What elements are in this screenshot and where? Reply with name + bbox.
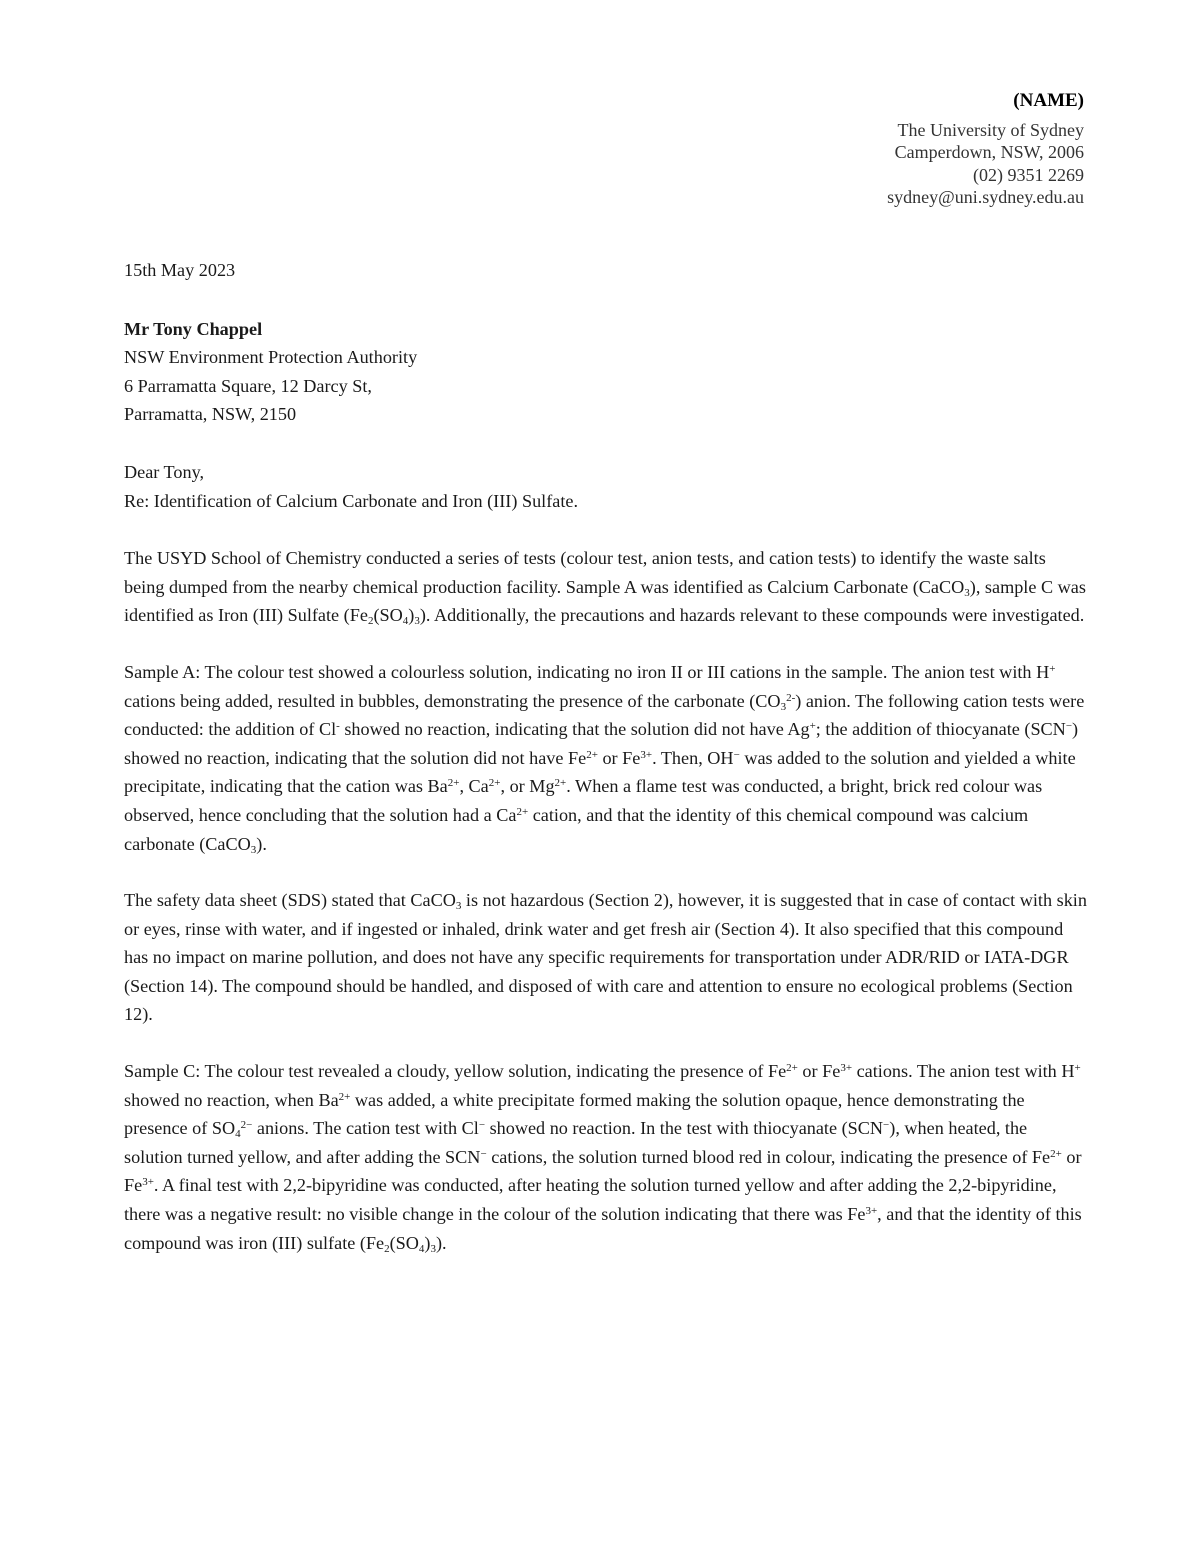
subscript: 2 [367, 615, 374, 628]
text-run: (SO [373, 605, 403, 626]
paragraph-intro [124, 544, 1089, 630]
text-run: ) [424, 1232, 431, 1253]
paragraph-sample-a [124, 658, 1089, 858]
superscript: − [1065, 720, 1073, 733]
superscript: 2- [786, 691, 796, 704]
superscript: 2− [240, 1119, 253, 1132]
superscript: − [883, 1119, 890, 1132]
superscript: 2+ [516, 805, 529, 818]
text-run: ). [435, 1232, 447, 1253]
text-run: . Then, OH [652, 747, 734, 768]
superscript: 2+ [488, 777, 501, 790]
text-run: ) anion. The following cation tests were conducted: the addition of Cl [124, 690, 1085, 740]
text-run: The safety data sheet (SDS) stated that CaCO [124, 890, 456, 911]
salutation: Dear Tony, [124, 461, 205, 482]
paragraph-safety [124, 886, 1089, 1029]
text-run: ). [256, 833, 267, 854]
text-run: showed no reaction. In the test with thiocyanate (SCN [485, 1118, 884, 1139]
text-run: was added, a white precipitate formed making the solution opaque, hence demonstrating the presence of SO [124, 1089, 1025, 1139]
superscript: + [1049, 662, 1056, 675]
superscript: 2+ [586, 748, 598, 761]
sender-institution: The University of Sydney [897, 119, 1084, 140]
superscript: 2+ [447, 777, 460, 790]
recipient-name: Mr Tony Chappel [124, 318, 263, 339]
subscript: 4 [402, 615, 409, 628]
text-run: was added to the solution and yielded a white precipitate, indicating that the cation was Ba [124, 747, 1076, 797]
text-run: , Ca [459, 776, 489, 797]
sender-name: (NAME) [1013, 90, 1084, 111]
text-run: or Fe [597, 747, 641, 768]
superscript: − [733, 748, 740, 761]
superscript: 2+ [786, 1062, 798, 1075]
sender-address: Camperdown, NSW, 2006 [894, 142, 1084, 162]
subject-line: Re: Identification of Calcium Carbonate and Iron (III) Sulfate. [124, 490, 579, 511]
text-run: ) showed no reaction, indicating that the solution did not have Fe [124, 719, 1079, 768]
subscript: 3 [780, 700, 787, 713]
text-run: The USYD School of Chemistry conducted a series of tests (colour test, anion tests, and cation tests) to identify the waste salts being dumped from the nearby chemical production facility. Sample A was identified as Calcium Carbonate (CaCO [124, 548, 1046, 597]
text-run: or Fe [124, 1146, 1082, 1196]
subscript: 3 [250, 843, 257, 856]
recipient-organisation: NSW Environment Protection Authority [124, 347, 418, 368]
superscript: 3+ [865, 1204, 878, 1217]
text-run: cations, the solution turned blood red in colour, indicating the presence of Fe [486, 1146, 1051, 1167]
text-run: Sample C: The colour test revealed a cloudy, yellow solution, indicating the presence of Fe [124, 1061, 787, 1082]
recipient-block [124, 315, 1089, 429]
subscript: 3 [455, 899, 462, 912]
paragraph-sample-c [124, 1057, 1089, 1257]
superscript: 3+ [640, 748, 653, 761]
letter-body [124, 256, 1089, 1285]
text-run: showed no reaction, indicating that the solution did not have Ag [339, 719, 810, 740]
superscript: 3+ [142, 1176, 154, 1189]
text-run: ) [408, 605, 415, 626]
text-run: Sample A: The colour test showed a colourless solution, indicating no iron II or III cations in the sample. The anion test with H [124, 661, 1050, 682]
subscript: 3 [414, 615, 420, 628]
sender-email: sydney@uni.sydney.edu.au [887, 187, 1084, 207]
subscript: 4 [235, 1128, 241, 1140]
text-run: cations. The anion test with H [852, 1061, 1075, 1082]
text-run: ), when heated, the solution turned yellow, and after adding the SCN [124, 1118, 1028, 1167]
text-run: , or Mg [500, 776, 555, 797]
text-run: cation, and that the identity of this chemical compound was calcium carbonate (CaCO [124, 804, 1029, 854]
recipient-street: 6 Parramatta Square, 12 Darcy St, [124, 375, 372, 396]
text-run: . When a flame test was conducted, a bright, brick red colour was observed, hence concluding that the solution had a Ca [124, 776, 1043, 825]
recipient-city: Parramatta, NSW, 2150 [124, 404, 297, 425]
superscript: − [480, 1147, 487, 1160]
subscript: 3 [964, 586, 970, 599]
text-run: ), sample C was identified as Iron (III) Sulfate (Fe [124, 576, 1086, 626]
superscript: 2+ [554, 777, 567, 790]
subscript: 2 [384, 1242, 390, 1255]
text-run: , and that the identity of this compound was iron (III) sulfate (Fe [124, 1204, 1082, 1253]
superscript: − [478, 1119, 486, 1132]
subscript: 4 [418, 1242, 425, 1255]
superscript: + [1074, 1062, 1081, 1075]
text-run: or Fe [797, 1061, 841, 1082]
letter-date: 15th May 2023 [124, 260, 236, 280]
text-run: showed no reaction, when Ba [124, 1089, 339, 1110]
superscript: 2+ [338, 1090, 351, 1103]
text-run: cations being added, resulted in bubbles, demonstrating the presence of the carbonate (CO [124, 690, 781, 711]
subscript: 3 [430, 1242, 436, 1255]
text-run: . A final test with 2,2-bipyridine was conducted, after heating the solution turned yellow and after adding the 2,2-bipyridine, there was a negative result: no visible change in the colour of the solution indicating that there was Fe [124, 1175, 1057, 1225]
superscript: 3+ [840, 1062, 853, 1075]
superscript: - [336, 720, 340, 733]
sender-phone: (02) 9351 2269 [973, 164, 1084, 185]
sender-block [887, 90, 1084, 209]
text-run: anions. The cation test with Cl [252, 1118, 479, 1139]
superscript: + [809, 720, 816, 733]
text-run: is not hazardous (Section 2), however, it is suggested that in case of contact with skin or eyes, rinse with water, and if ingested or inhaled, drink water and get fresh air (Section 4). It also specified that this compound has no impact on marine pollution, and does not have any specific requirements for transportation under ADR/RID or IATA-DGR (Section 14). The compound should be handled, and disposed of with care and attention to ensure no ecological problems (Section 12). [124, 890, 1087, 1025]
text-run: ; the addition of thiocyanate (SCN [815, 719, 1066, 740]
text-run: (SO [389, 1232, 419, 1253]
superscript: 2+ [1050, 1147, 1062, 1160]
text-run: ). Additionally, the precautions and hazards relevant to these compounds were investigated. [419, 605, 1085, 626]
